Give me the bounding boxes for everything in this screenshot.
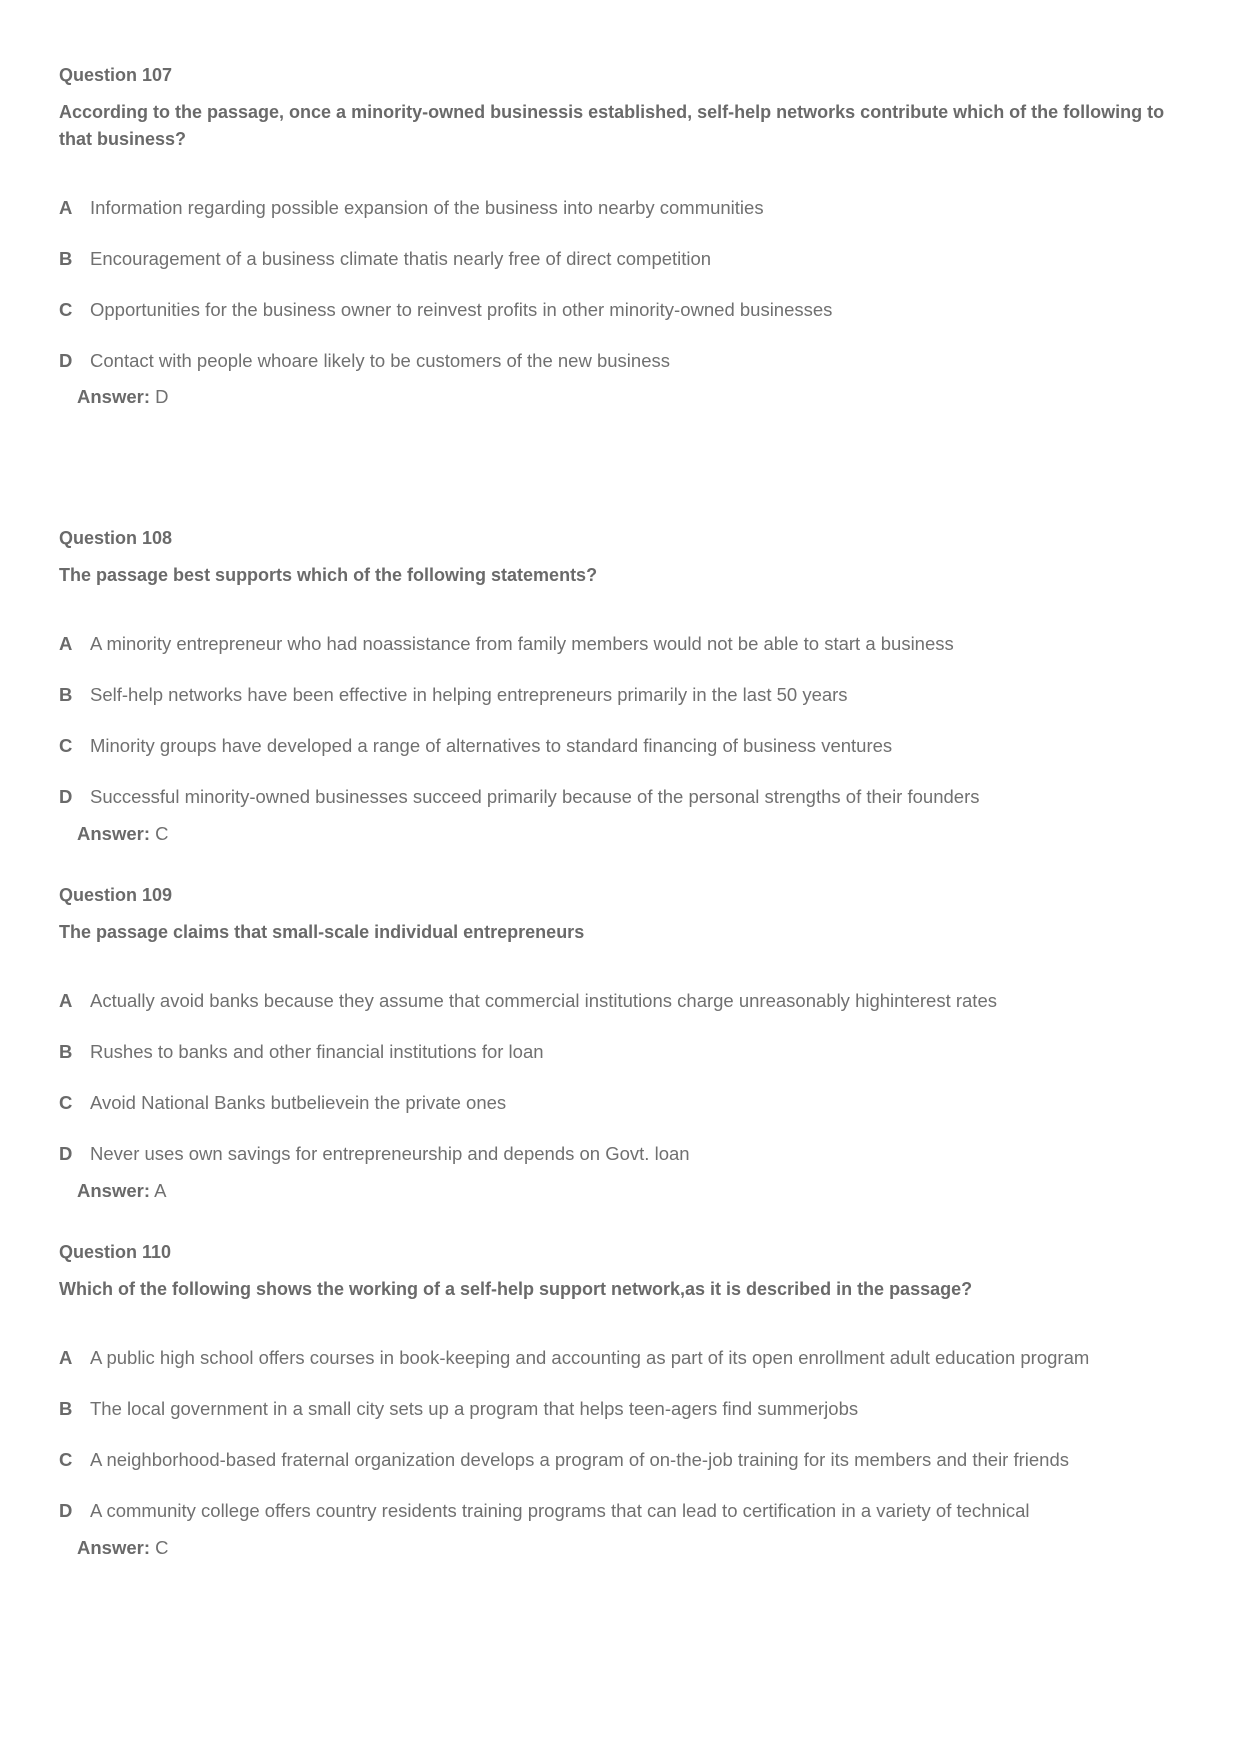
options-list — [59, 196, 1189, 400]
option-text: Minority groups have developed a range of alternatives to standard financing of business ventures — [90, 735, 893, 756]
option-text: Avoid National Banks butbelievein the private ones — [90, 1092, 507, 1113]
question-text: The passage claims that small-scale individual entrepreneurs — [59, 922, 585, 942]
answer-label: Answer: — [77, 1180, 150, 1201]
question-number: Question 109 — [59, 885, 173, 905]
option-text: The local government in a small city sets up a program that helps teen-agers find summerjobs — [90, 1398, 859, 1419]
option-c — [59, 298, 1189, 349]
option-b — [59, 247, 1189, 298]
option-text: A minority entrepreneur who had noassistance from family members would not be able to start a business — [90, 633, 954, 654]
answer-value: D — [155, 386, 169, 407]
option-b — [59, 683, 1189, 734]
option-a — [59, 632, 1189, 683]
option-c — [59, 1091, 1189, 1142]
option-a — [59, 196, 1189, 247]
option-c — [59, 1448, 1189, 1499]
question-number: Question 110 — [59, 1242, 172, 1262]
option-d — [59, 1142, 1189, 1193]
option-text: Self-help networks have been effective in helping entrepreneurs primarily in the last 50 years — [90, 684, 848, 705]
option-b — [59, 1040, 1189, 1091]
option-d — [59, 349, 1189, 400]
options-list — [59, 1346, 1189, 1550]
option-text: Opportunities for the business owner to reinvest profits in other minority-owned businesses — [90, 299, 833, 320]
option-text: Never uses own savings for entrepreneurship and depends on Govt. loan — [90, 1143, 690, 1164]
option-text: A public high school offers courses in book-keeping and accounting as part of its open enrollment adult education program — [90, 1347, 1090, 1368]
option-letter: D — [59, 786, 73, 807]
option-c — [59, 734, 1189, 785]
question-110 — [59, 1240, 1189, 1558]
option-letter: B — [59, 1041, 73, 1062]
answer-label: Answer: — [77, 1537, 150, 1558]
answer-label: Answer: — [77, 823, 150, 844]
answer-label: Answer: — [77, 386, 150, 407]
option-text: A community college offers country residents training programs that can lead to certification in a variety of technical — [90, 1500, 1030, 1521]
option-letter: D — [59, 1143, 73, 1164]
answer-value: A — [154, 1180, 167, 1201]
option-letter: B — [59, 248, 73, 269]
option-text: A neighborhood-based fraternal organization develops a program of on-the-job training for its members and their friends — [90, 1449, 1070, 1470]
option-d — [59, 785, 1189, 836]
option-text: Encouragement of a business climate thatis nearly free of direct competition — [90, 248, 712, 269]
question-text: Which of the following shows the working of a self-help support network,as it is described in the passage? — [59, 1279, 973, 1299]
question-108 — [59, 526, 1189, 844]
answer-value: C — [155, 1537, 169, 1558]
answer-line — [77, 1536, 169, 1560]
option-letter: C — [59, 299, 73, 320]
option-text: Actually avoid banks because they assume that commercial institutions charge unreasonably highinterest rates — [90, 990, 997, 1011]
option-letter: C — [59, 735, 73, 756]
question-text: The passage best supports which of the following statements? — [59, 565, 598, 585]
option-d — [59, 1499, 1189, 1550]
question-number: Question 108 — [59, 528, 173, 548]
answer-line — [77, 385, 169, 409]
option-letter: D — [59, 350, 73, 371]
option-letter: A — [59, 990, 73, 1011]
option-letter: C — [59, 1449, 73, 1470]
question-109 — [59, 883, 1189, 1201]
answer-line — [77, 822, 169, 846]
option-letter: D — [59, 1500, 73, 1521]
question-text: According to the passage, once a minority-owned businessis established, self-help networks contribute which of the following to that business? — [59, 102, 1165, 149]
option-b — [59, 1397, 1189, 1448]
answer-value: C — [155, 823, 169, 844]
option-letter: C — [59, 1092, 73, 1113]
option-letter: A — [59, 633, 73, 654]
question-number: Question 107 — [59, 65, 173, 85]
option-text: Contact with people whoare likely to be customers of the new business — [90, 350, 670, 371]
option-a — [59, 1346, 1189, 1397]
options-list — [59, 989, 1189, 1193]
option-text: Successful minority-owned businesses succeed primarily because of the personal strengths of their founders — [90, 786, 980, 807]
option-letter: B — [59, 684, 73, 705]
option-letter: A — [59, 1347, 73, 1368]
option-text: Rushes to banks and other financial institutions for loan — [90, 1041, 544, 1062]
question-107 — [59, 63, 1189, 407]
options-list — [59, 632, 1189, 836]
answer-line — [77, 1179, 166, 1203]
option-letter: A — [59, 197, 73, 218]
option-text: Information regarding possible expansion of the business into nearby communities — [90, 197, 764, 218]
option-letter: B — [59, 1398, 73, 1419]
option-a — [59, 989, 1189, 1040]
